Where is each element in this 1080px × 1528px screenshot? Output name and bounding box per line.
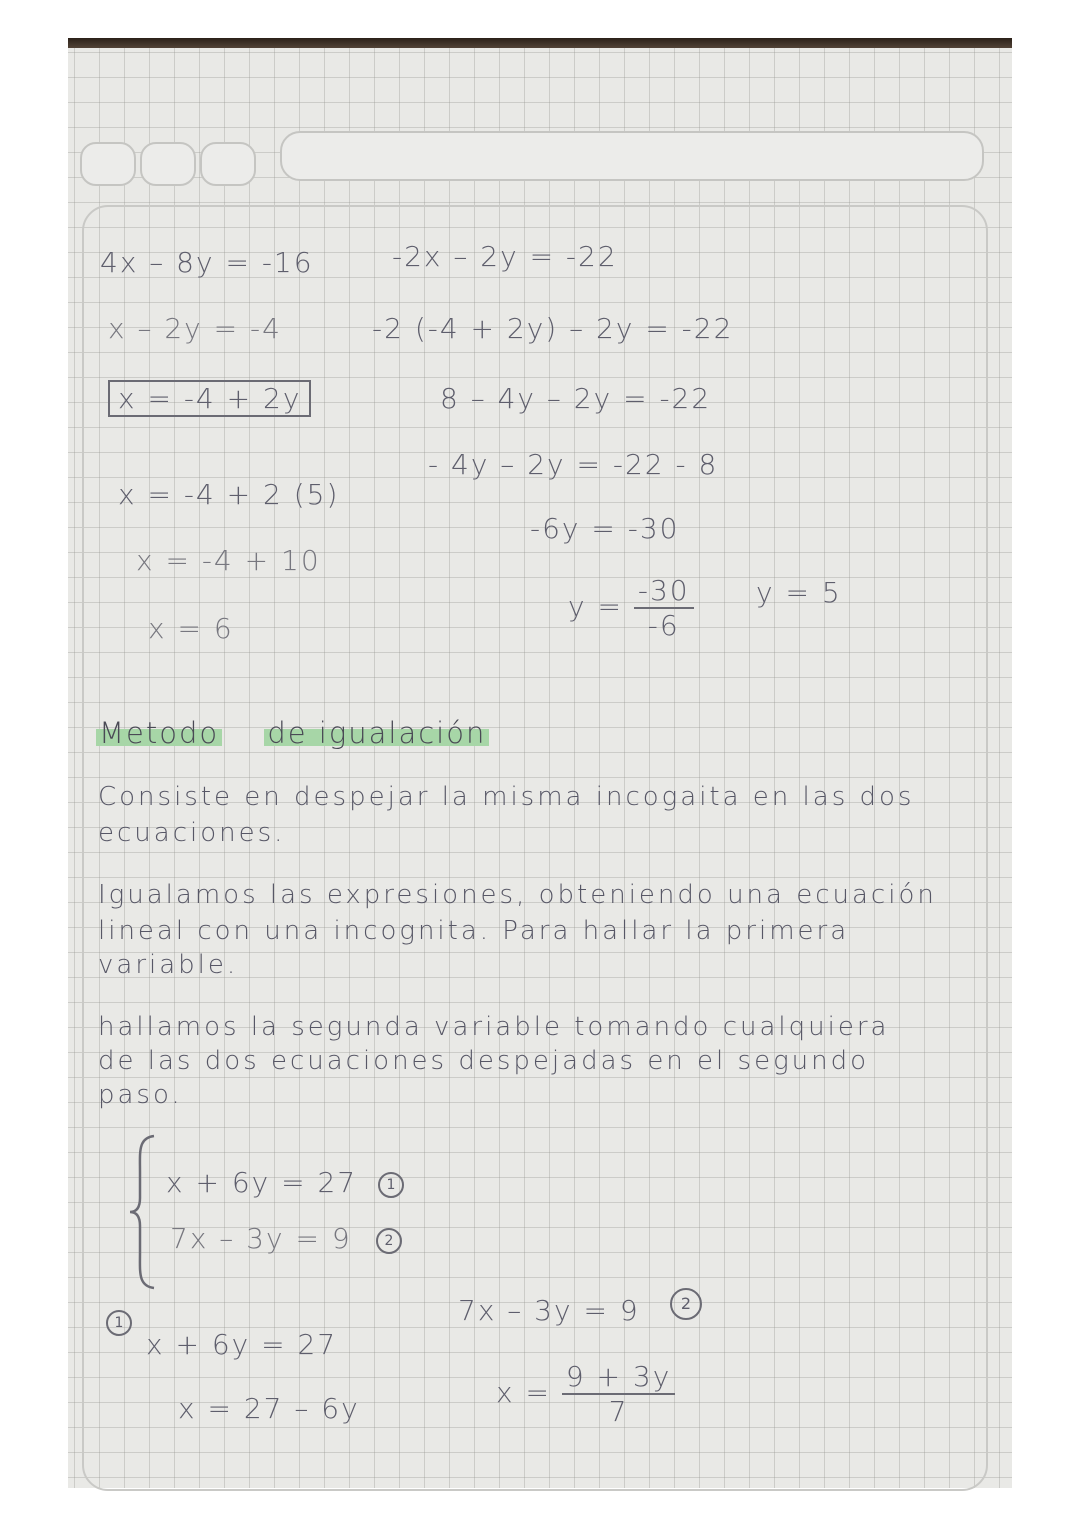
right-result: y = 5: [756, 576, 842, 609]
fraction-numerator: -30: [634, 574, 694, 609]
para2-line1: Igualamos las expresiones, obteniendo una ecuación: [98, 880, 937, 910]
header-box-2: [140, 142, 196, 186]
left-eq-6: x = 6: [148, 612, 234, 645]
header-box-1: [80, 142, 136, 186]
right-eq-4: - 4y – 2y = -22 - 8: [428, 448, 719, 481]
solve1-number: 1: [106, 1310, 132, 1336]
system-eq-2: 7x – 3y = 9: [170, 1222, 352, 1255]
solve2-eq-1: 7x – 3y = 9: [458, 1294, 640, 1327]
solve1-eq-1: x + 6y = 27: [146, 1328, 338, 1361]
fraction-denominator: -6: [647, 609, 680, 642]
right-eq-1: -2x – 2y = -22: [392, 240, 618, 273]
fraction-prefix: y =: [568, 590, 623, 623]
section-title-part1: Metodo: [96, 716, 222, 750]
fraction-prefix: x =: [496, 1376, 551, 1409]
fraction: [634, 574, 694, 642]
left-eq-2: x – 2y = -4: [108, 312, 282, 345]
system-eq1-number: 1: [378, 1172, 404, 1198]
solve1-eq-2: x = 27 – 6y: [178, 1392, 360, 1425]
system-eq2-number: 2: [376, 1228, 402, 1254]
header-bar: [280, 131, 984, 181]
left-eq-1: 4x – 8y = -16: [100, 246, 314, 279]
right-eq-2: -2 (-4 + 2y) – 2y = -22: [372, 312, 734, 345]
left-eq-5: x = -4 + 10: [136, 544, 321, 577]
boxed-result: x = -4 + 2y: [108, 380, 311, 417]
right-eq-3: 8 – 4y – 2y = -22: [440, 382, 712, 415]
para2-line3: variable.: [98, 950, 239, 980]
left-eq-4: x = -4 + 2 (5): [118, 478, 340, 511]
right-fraction-y: [568, 574, 694, 642]
para3-line3: paso.: [98, 1080, 183, 1110]
para1-line2: ecuaciones.: [98, 818, 286, 848]
para3-line2: de las dos ecuaciones despejadas en el segundo: [98, 1046, 870, 1076]
section-title-part2: de igualación: [264, 716, 489, 750]
fraction-numerator: 9 + 3y: [562, 1360, 675, 1395]
solve2-number: 2: [670, 1288, 702, 1320]
system-brace: [128, 1132, 156, 1292]
system-eq-1: x + 6y = 27: [166, 1166, 358, 1199]
solve2-fraction-x: [496, 1360, 675, 1428]
left-eq-3-boxed: [108, 382, 311, 415]
header-box-3: [200, 142, 256, 186]
right-eq-5: -6y = -30: [530, 512, 680, 545]
para3-line1: hallamos la segunda variable tomando cualquiera: [98, 1012, 890, 1042]
section-title: [96, 716, 489, 750]
para2-line2: lineal con una incognita. Para hallar la primera: [98, 916, 850, 946]
para1-line1: Consiste en despejar la misma incogaita en las dos: [98, 782, 915, 812]
fraction: [562, 1360, 675, 1428]
fraction-denominator: 7: [608, 1395, 629, 1428]
